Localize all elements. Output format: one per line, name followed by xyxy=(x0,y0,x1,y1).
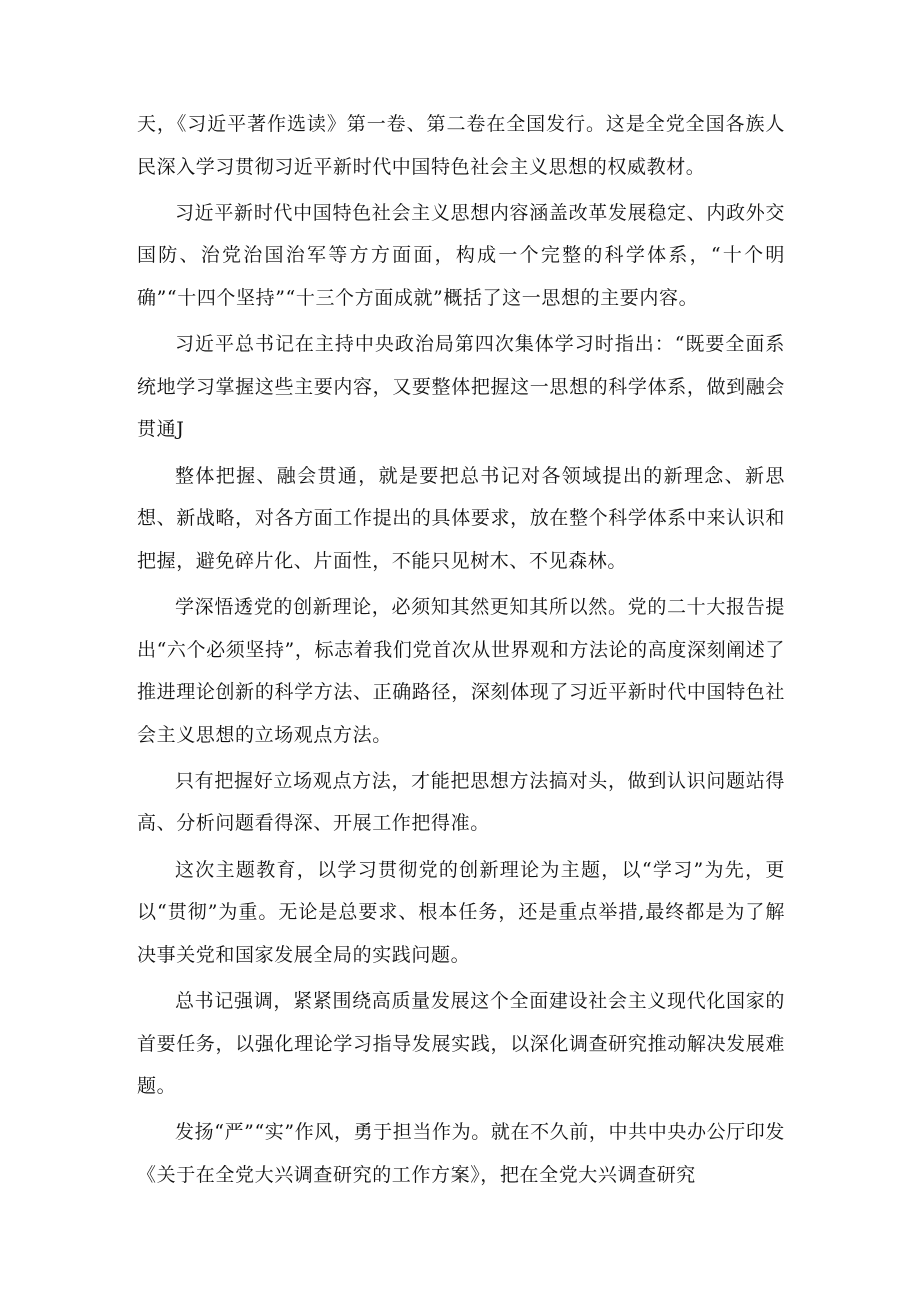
paragraph: 习近平新时代中国特色社会主义思想内容涵盖改革发展稳定、内政外交国防、治党治国治军等方方面面，构成一个完整的科学体系，“十个明确”“十四个坚持”“十三个方面成就”概括了这一思想的主要内容。 xyxy=(137,201,785,309)
paragraph: 整体把握、融会贯通，就是要把总书记对各领域提出的新理念、新思想、新战略，对各方面工作提出的具体要求，放在整个科学体系中来认识和把握，避免碎片化、片面性，不能只见树木、不见森林。 xyxy=(137,464,785,572)
paragraph: 发扬“严”“实”作风，勇于担当作为。就在不久前，中共中央办公厅印发《关于在全党大兴调查研究的工作方案》，把在全党大兴调查研究 xyxy=(137,1121,785,1186)
paragraph: 总书记强调，紧紧围绕高质量发展这个全面建设社会主义现代化国家的首要任务，以强化理论学习指导发展实践，以深化调查研究推动解决发展难题。 xyxy=(137,990,785,1098)
document-body xyxy=(137,103,785,1200)
paragraph: 只有把握好立场观点方法，才能把思想方法搞对头，做到认识问题站得高、分析问题看得深、开展工作把得准。 xyxy=(137,769,785,835)
paragraph: 学深悟透党的创新理论，必须知其然更知其所以然。党的二十大报告提出“六个必须坚持”，标志着我们党首次从世界观和方法论的高度深刻阐述了推进理论创新的科学方法、正确路径，深刻体现了习近平新时代中国特色社会主义思想的立场观点方法。 xyxy=(137,595,785,746)
paragraph: 习近平总书记在主持中央政治局第四次集体学习时指出：“既要全面系统地学习掌握这些主要内容，又要整体把握这一思想的科学体系，做到融会贯通J xyxy=(137,333,785,441)
paragraph-continued: 天，《习近平著作选读》第一卷、第二卷在全国发行。这是全党全国各族人民深入学习贯彻习近平新时代中国特色社会主义思想的权威教材。 xyxy=(137,113,785,178)
paragraph: 这次主题教育，以学习贯彻党的创新理论为主题，以“学习”为先，更以“贯彻”为重。无论是总要求、根本任务，还是重点举措,最终都是为了解决事关党和国家发展全局的实践问题。 xyxy=(137,858,785,966)
